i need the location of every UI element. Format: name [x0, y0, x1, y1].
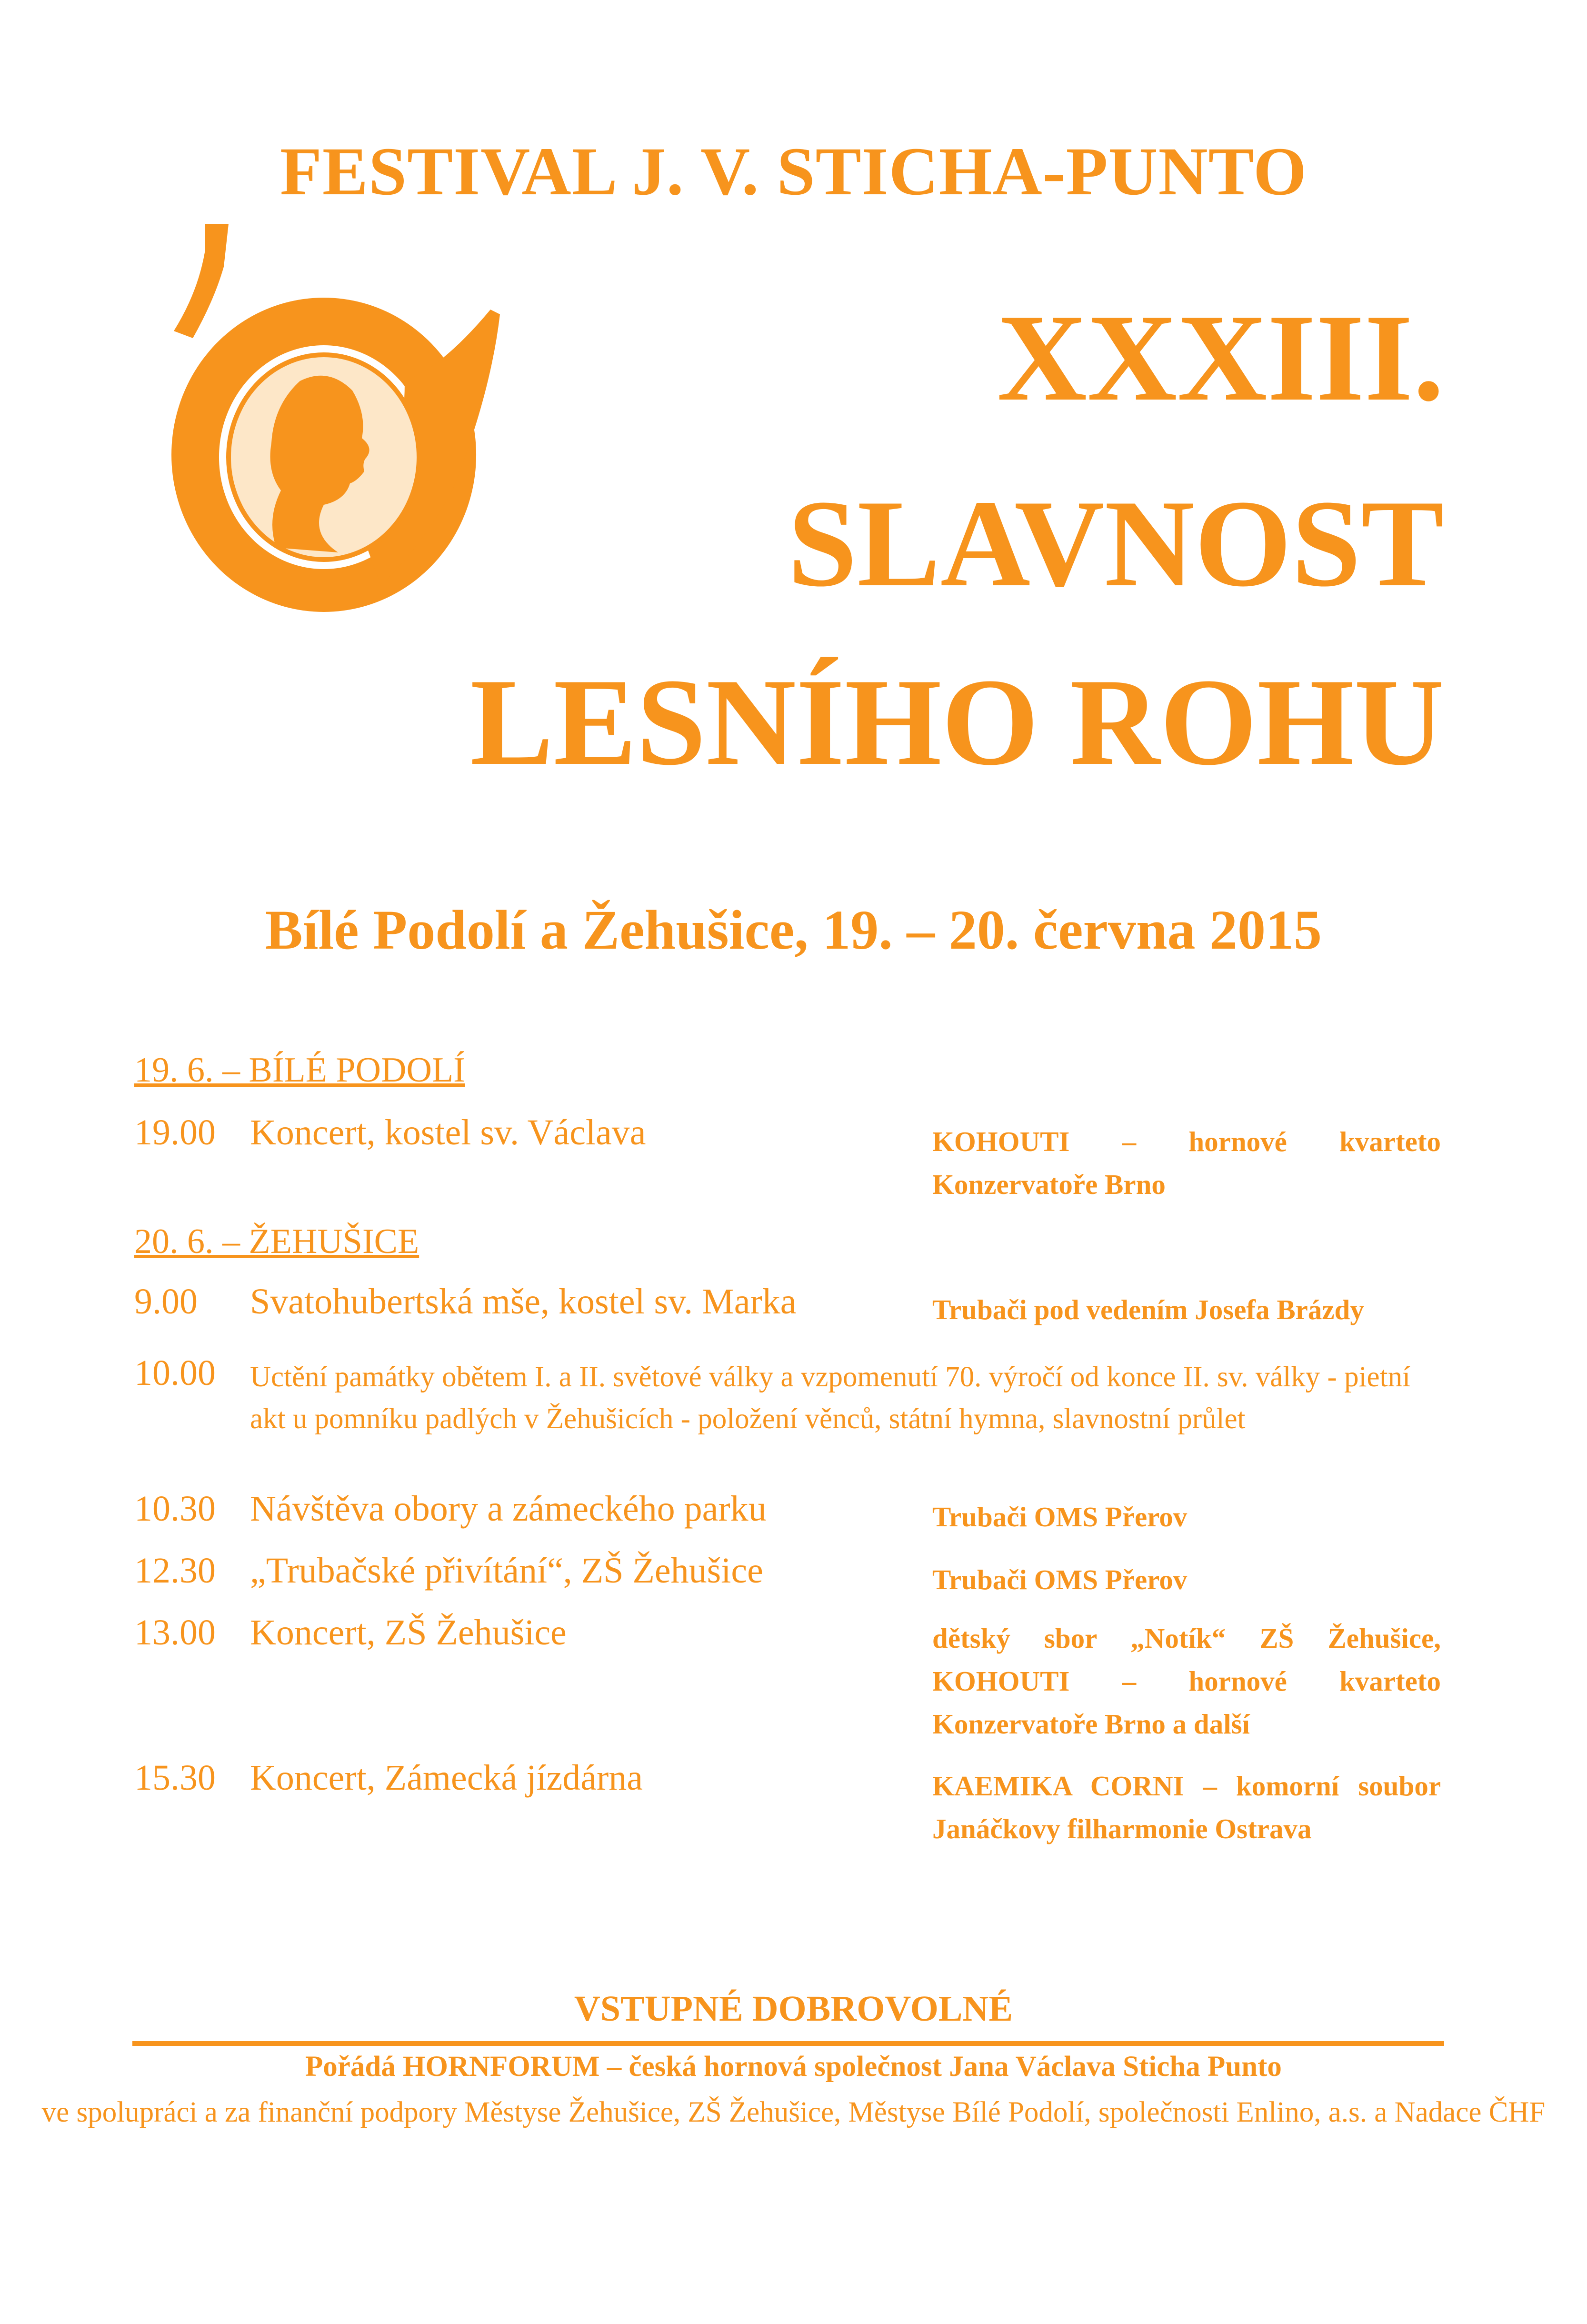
event-time: 19.00: [134, 1112, 216, 1152]
cooperation-line: ve spolupráci a za finanční podpory Městyse Žehušice, ZŠ Žehušice, Městyse Bílé Podolí, společnosti Enlino, a.s. a Nadace ČHF: [41, 2096, 1546, 2128]
event-title: Svatohubertská mše, kostel sv. Marka: [250, 1282, 797, 1322]
event-title: Koncert, kostel sv. Václava: [250, 1112, 646, 1152]
event-time: 9.00: [134, 1282, 198, 1322]
french-horn-portrait-logo: [157, 224, 500, 643]
event-performer: Trubači pod vedením Josefa Brázdy: [932, 1294, 1364, 1325]
event-title: Návštěva obory a zámeckého parku: [250, 1489, 767, 1529]
event-performer: KOHOUTI – hornové kvarteto Konzervatoře Brno: [932, 1126, 1441, 1200]
event-title-memorial: Uctění památky obětem I. a II. světové války a vzpomenutí 70. výročí od konce II. sv. války - pietní akt u pomníku padlých v Žehušicích - položení věnců, státní hymna, slavnostní průlet: [250, 1361, 1411, 1435]
event-performer: Trubači OMS Přerov: [932, 1501, 1188, 1533]
day-header-zehusice: 20. 6. – ŽEHUŠICE: [134, 1222, 419, 1261]
admission-note: VSTUPNÉ DOBROVOLNÉ: [574, 1989, 1013, 2029]
place-and-date: Bílé Podolí a Žehušice, 19. – 20. června 2015: [265, 899, 1322, 961]
day-header-bile-podoli: 19. 6. – BÍLÉ PODOLÍ: [134, 1051, 465, 1090]
festival-name: FESTIVAL J. V. STICHA-PUNTO: [279, 134, 1308, 210]
event-time: 13.00: [134, 1613, 216, 1653]
event-performer: Trubači OMS Přerov: [932, 1564, 1188, 1595]
event-performer: dětský sbor „Notík“ ZŠ Žehušice, KOHOUTI – hornové kvarteto Konzervatoře Brno a další: [932, 1623, 1441, 1740]
event-title: Koncert, Zámecká jízdárna: [250, 1758, 643, 1798]
event-title: „Trubačské přivítání“, ZŠ Žehušice: [250, 1551, 763, 1591]
event-time: 10.30: [134, 1489, 216, 1529]
organizer-line: Pořádá HORNFORUM – česká hornová společnost Jana Václava Sticha Punto: [305, 2051, 1282, 2083]
title-line-slavnost: SLAVNOST: [788, 474, 1444, 612]
footer-divider: [132, 2041, 1444, 2046]
festival-edition: XXXIII.: [997, 289, 1444, 427]
event-time: 10.00: [134, 1353, 216, 1393]
event-time: 15.30: [134, 1758, 216, 1798]
event-title: Koncert, ZŠ Žehušice: [250, 1613, 567, 1653]
title-line-lesniho-rohu: LESNÍHO ROHU: [470, 653, 1444, 791]
event-time: 12.30: [134, 1551, 216, 1591]
event-performer: KAEMIKA CORNI – komorní soubor Janáčkovy filharmonie Ostrava: [932, 1770, 1441, 1844]
